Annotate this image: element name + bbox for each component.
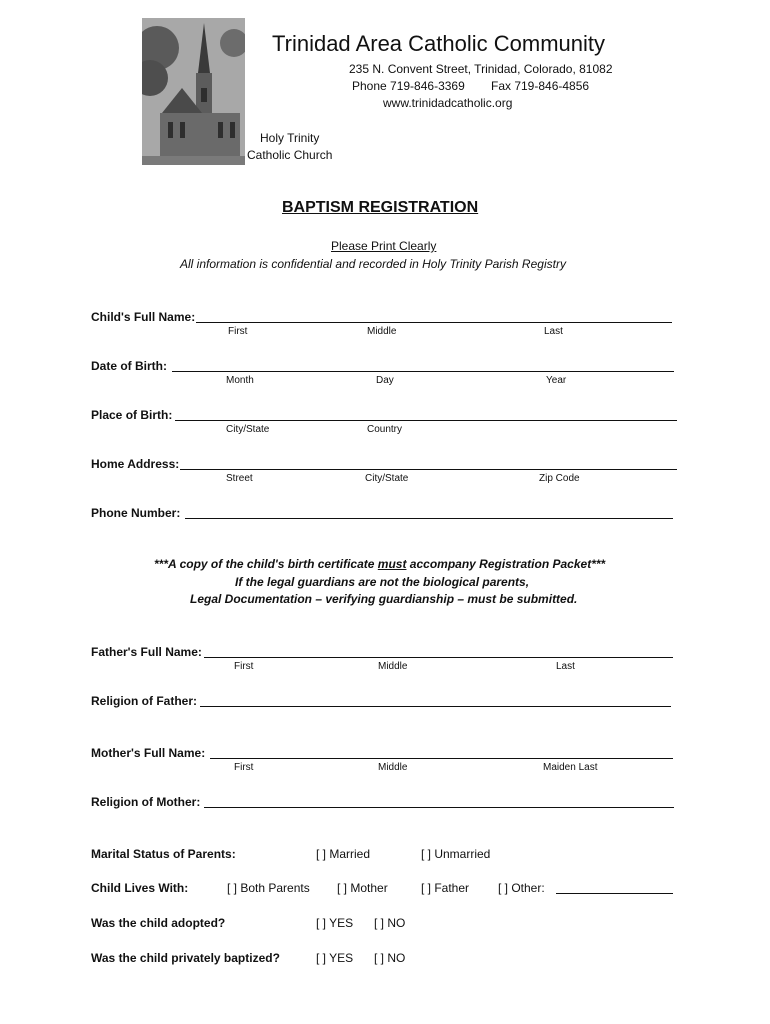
mother-checkbox[interactable]: [ ] Mother <box>337 881 388 895</box>
print-clearly: Please Print Clearly <box>331 239 437 253</box>
home-address-label: Home Address: <box>91 457 180 471</box>
other-field[interactable] <box>556 893 673 894</box>
religion-mother-label: Religion of Mother: <box>91 795 201 809</box>
pob-label: Place of Birth: <box>91 408 173 422</box>
pob-city-caption: City/State <box>226 424 270 435</box>
fax-number: Fax 719-846-4856 <box>491 79 590 93</box>
dob-day-caption: Day <box>376 375 394 386</box>
father-middle-caption: Middle <box>378 661 408 672</box>
mother-middle-caption: Middle <box>378 762 408 773</box>
dob-year-caption: Year <box>546 375 567 386</box>
father-checkbox[interactable]: [ ] Father <box>421 881 470 895</box>
father-name-field[interactable] <box>204 657 673 658</box>
dob-month-caption: Month <box>226 375 254 386</box>
religion-mother-field[interactable] <box>204 807 674 808</box>
birth-certificate-notice <box>154 557 605 571</box>
child-name-field[interactable] <box>196 322 672 323</box>
adopted-yes-checkbox[interactable]: [ ] YES <box>316 916 354 930</box>
child-first-caption: First <box>228 326 248 337</box>
organization-title: Trinidad Area Catholic Community <box>272 31 605 56</box>
home-address-field[interactable] <box>180 469 677 470</box>
notice-text-post: accompany Registration Packet*** <box>406 557 606 571</box>
church-name-line2: Catholic Church <box>247 148 333 162</box>
dob-field[interactable] <box>172 371 674 372</box>
baptized-no-checkbox[interactable]: [ ] NO <box>374 951 406 965</box>
phone-field[interactable] <box>185 518 673 519</box>
both-parents-checkbox[interactable]: [ ] Both Parents <box>227 881 310 895</box>
father-first-caption: First <box>234 661 254 672</box>
adopted-no-checkbox[interactable]: [ ] NO <box>374 916 406 930</box>
baptized-yes-checkbox[interactable]: [ ] YES <box>316 951 354 965</box>
mother-name-field[interactable] <box>210 758 673 759</box>
lives-with-label: Child Lives With: <box>91 881 189 895</box>
notice-text-pre: ***A copy of the child's birth certificate <box>154 557 378 571</box>
mother-first-caption: First <box>234 762 254 773</box>
dob-label: Date of Birth: <box>91 359 167 373</box>
mother-maiden-caption: Maiden Last <box>543 762 598 773</box>
child-last-caption: Last <box>544 326 563 337</box>
church-name-line1: Holy Trinity <box>260 131 320 145</box>
home-zip-caption: Zip Code <box>539 473 580 484</box>
pob-field[interactable] <box>175 420 677 421</box>
pob-country-caption: Country <box>367 424 403 435</box>
phone-label: Phone Number: <box>91 506 181 520</box>
notice-must: must <box>377 557 407 571</box>
form-heading: BAPTISM REGISTRATION <box>282 199 479 216</box>
confidential-note: All information is confidential and recorded in Holy Trinity Parish Registry <box>180 257 566 271</box>
child-middle-caption: Middle <box>367 326 397 337</box>
child-name-label: Child's Full Name: <box>91 310 196 324</box>
private-baptized-label: Was the child privately baptized? <box>91 951 280 965</box>
address: 235 N. Convent Street, Trinidad, Colorado, 81082 <box>349 62 613 76</box>
other-checkbox[interactable]: [ ] Other: <box>498 881 545 895</box>
church-photo <box>142 18 245 165</box>
father-name-label: Father's Full Name: <box>91 645 202 659</box>
home-street-caption: Street <box>226 473 253 484</box>
adopted-label: Was the child adopted? <box>91 916 226 930</box>
phone-number: Phone 719-846-3369 <box>352 79 465 93</box>
guardian-notice: If the legal guardians are not the biological parents, <box>235 575 530 589</box>
mother-name-label: Mother's Full Name: <box>91 746 206 760</box>
unmarried-checkbox[interactable]: [ ] Unmarried <box>421 847 491 861</box>
documentation-notice: Legal Documentation – verifying guardianship – must be submitted. <box>190 592 578 606</box>
home-city-caption: City/State <box>365 473 409 484</box>
marital-status-label: Marital Status of Parents: <box>91 847 236 861</box>
website: www.trinidadcatholic.org <box>383 96 513 110</box>
religion-father-field[interactable] <box>200 706 671 707</box>
religion-father-label: Religion of Father: <box>91 694 197 708</box>
father-last-caption: Last <box>556 661 575 672</box>
married-checkbox[interactable]: [ ] Married <box>316 847 371 861</box>
